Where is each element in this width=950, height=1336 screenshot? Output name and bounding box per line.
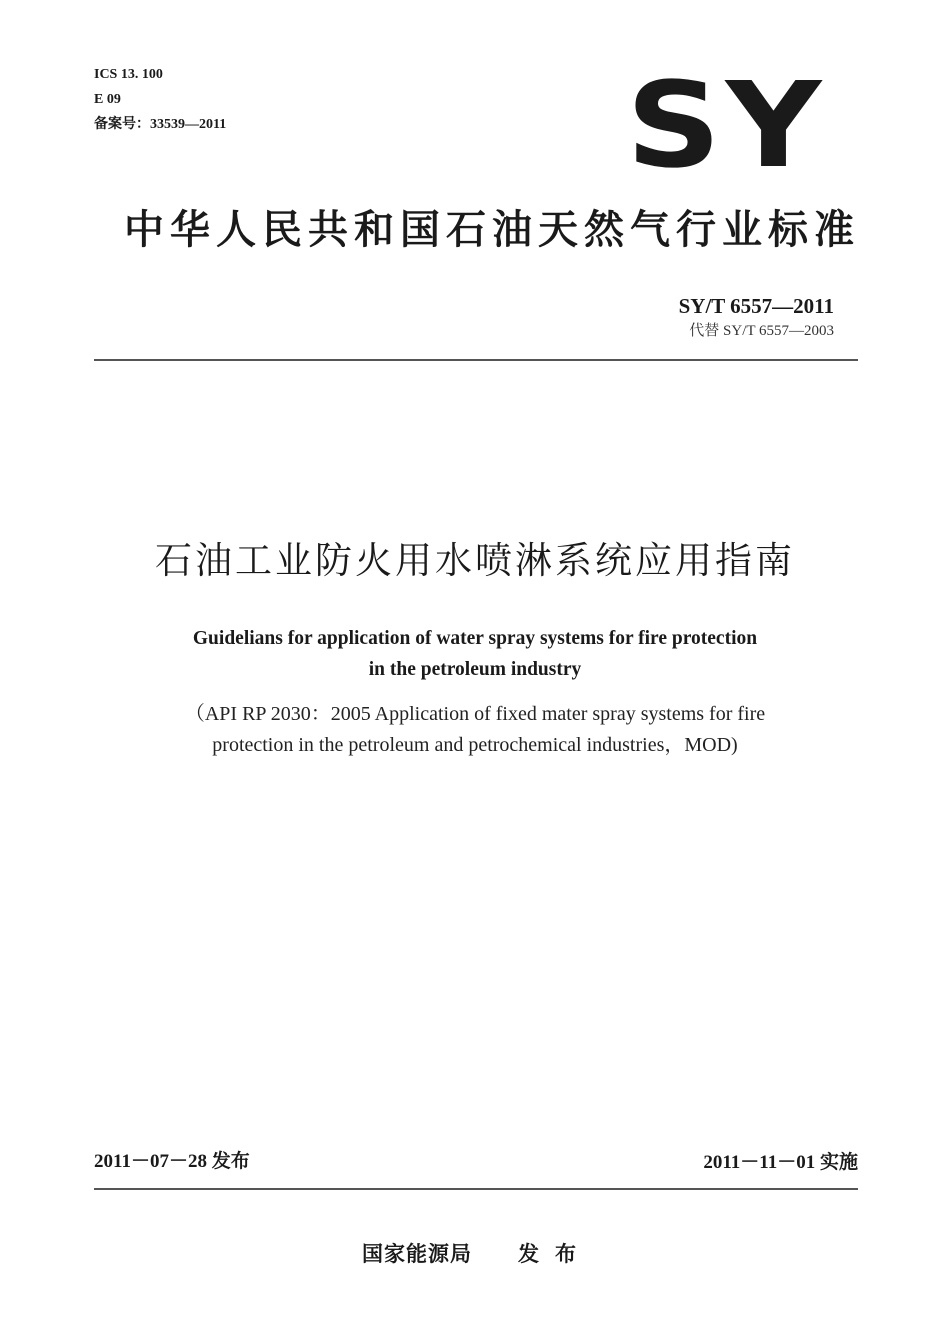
api-reference-line-1: （API RP 2030：2005 Application of fixed mater spray systems for fire [184,703,766,725]
sy-logo: SY [626,56,826,194]
chinese-title: 石油工业防火用水喷淋系统应用指南 [155,539,795,582]
implementation-date: 2011－11－01 实施 [703,1152,858,1173]
english-title-line-2: in the petroleum industry [368,659,582,680]
api-reference-line-2: protection in the petroleum and petrochemical industries，MOD) [212,734,738,756]
standard-code: SY/T 6557—2011 [678,294,834,318]
record-number: 备案号：33539—2011 [94,117,227,132]
api-reference [0,699,950,761]
english-title [0,623,950,685]
standard-number-block [679,292,834,342]
bottom-divider [94,1188,858,1190]
document-meta [94,62,226,137]
replaces-standard: 代替 SY/T 6557—2003 [689,323,834,339]
ccs-code: E 09 [94,92,121,107]
publisher [362,1238,592,1270]
english-title-line-1: Guidelians for application of water spray systems for fire protection [192,628,758,649]
top-divider [94,359,858,361]
publisher-org: 国家能源局 [362,1242,472,1266]
publisher-action: 发布 [518,1242,592,1266]
issue-date: 2011－07－28 发布 [94,1151,250,1172]
industry-standard-title: 中华人民共和国石油天然气行业标准 [124,207,860,253]
ics-code: ICS 13. 100 [94,67,163,82]
